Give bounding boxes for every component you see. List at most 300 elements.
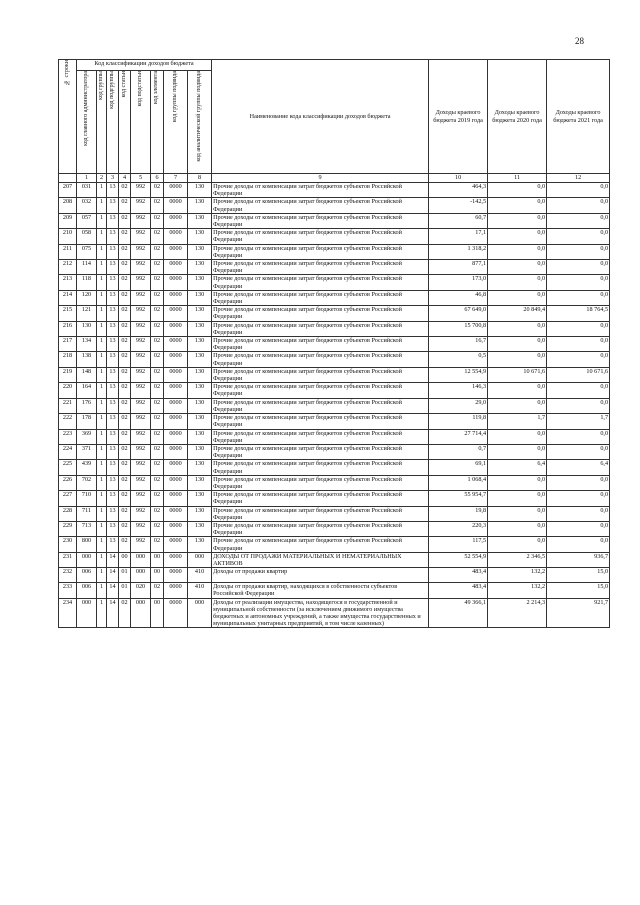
income-2021-cell: 15,0 xyxy=(547,568,610,583)
group-code-cell: 1 xyxy=(97,337,107,352)
income-2021-cell: 0,0 xyxy=(547,383,610,398)
table-row xyxy=(59,275,610,290)
income-name-cell: Прочие доходы от компенсации затрат бюджетов субъектов Российской Федерации xyxy=(212,460,429,475)
income-name-cell: Прочие доходы от компенсации затрат бюджетов субъектов Российской Федерации xyxy=(212,367,429,382)
row-number-cell: 221 xyxy=(59,398,77,413)
analytic-code-cell: 130 xyxy=(188,337,212,352)
income-name-cell: Прочие доходы от компенсации затрат бюджетов субъектов Российской Федерации xyxy=(212,290,429,305)
subtype-code-cell: 0000 xyxy=(164,568,188,583)
column-number: 11 xyxy=(488,174,547,183)
income-2021-cell: 936,7 xyxy=(547,552,610,567)
group-code-cell: 1 xyxy=(97,183,107,198)
element-code-cell: 02 xyxy=(151,383,164,398)
article-code-cell: 02 xyxy=(119,321,131,336)
analytic-code-cell: 130 xyxy=(188,521,212,536)
subgroup-code-cell: 13 xyxy=(107,429,119,444)
table-row xyxy=(59,198,610,213)
element-code-cell: 00 xyxy=(151,598,164,628)
code-admin-header: код главного администратора xyxy=(77,71,97,174)
subarticle-code-cell: 992 xyxy=(131,491,151,506)
subgroup-code-cell: 13 xyxy=(107,475,119,490)
income-name-cell: Прочие доходы от компенсации затрат бюджетов субъектов Российской Федерации xyxy=(212,306,429,321)
income-name-cell: Прочие доходы от компенсации затрат бюджетов субъектов Российской Федерации xyxy=(212,244,429,259)
table-row xyxy=(59,367,610,382)
subgroup-code-cell: 14 xyxy=(107,568,119,583)
table-row xyxy=(59,244,610,259)
group-code-cell: 1 xyxy=(97,414,107,429)
admin-code-cell: 118 xyxy=(77,275,97,290)
analytic-code-cell: 130 xyxy=(188,244,212,259)
subarticle-code-cell: 992 xyxy=(131,414,151,429)
subarticle-code-cell: 992 xyxy=(131,444,151,459)
analytic-code-cell: 130 xyxy=(188,398,212,413)
element-code-cell: 02 xyxy=(151,583,164,598)
income-2021-cell: 0,0 xyxy=(547,521,610,536)
article-code-cell: 01 xyxy=(119,568,131,583)
analytic-code-cell: 130 xyxy=(188,367,212,382)
group-code-cell: 1 xyxy=(97,229,107,244)
article-code-cell: 02 xyxy=(119,444,131,459)
income-2021-cell: 0,0 xyxy=(547,537,610,552)
income-2020-cell: 0,0 xyxy=(488,229,547,244)
income-2021-cell: 10 671,6 xyxy=(547,367,610,382)
admin-code-cell: 058 xyxy=(77,229,97,244)
element-code-cell: 02 xyxy=(151,337,164,352)
subarticle-code-cell: 992 xyxy=(131,537,151,552)
table-row xyxy=(59,290,610,305)
subtype-code-cell: 0000 xyxy=(164,290,188,305)
element-code-cell: 02 xyxy=(151,244,164,259)
income-2020-header: Доходы краевого бюджета 2020 года xyxy=(488,60,547,174)
income-2019-cell: 67 649,0 xyxy=(429,306,488,321)
analytic-code-cell: 130 xyxy=(188,229,212,244)
subtype-code-cell: 0000 xyxy=(164,275,188,290)
subgroup-code-cell: 13 xyxy=(107,521,119,536)
subtype-code-cell: 0000 xyxy=(164,537,188,552)
element-code-cell: 02 xyxy=(151,229,164,244)
element-code-cell: 02 xyxy=(151,460,164,475)
admin-code-cell: 710 xyxy=(77,491,97,506)
row-number-cell: 224 xyxy=(59,444,77,459)
subgroup-code-cell: 13 xyxy=(107,398,119,413)
table-row xyxy=(59,414,610,429)
income-name-cell: Доходы от реализации имущества, находящегося в государственной и муниципальной собственности (за исключением движимого имущества бюджетных и автономных учреждений, а также имущества государственных и муниципальных унитарных предприятий, в том числе казенных) xyxy=(212,598,429,628)
analytic-code-cell: 130 xyxy=(188,198,212,213)
income-2021-cell: 0,0 xyxy=(547,352,610,367)
element-code-cell: 02 xyxy=(151,444,164,459)
element-code-cell: 00 xyxy=(151,568,164,583)
article-code-cell: 02 xyxy=(119,260,131,275)
budget-income-table xyxy=(58,59,610,628)
table-row xyxy=(59,260,610,275)
income-2019-cell: 29,0 xyxy=(429,398,488,413)
code-subtype-group-header: код группы подвида xyxy=(164,71,188,174)
group-code-cell: 1 xyxy=(97,352,107,367)
subgroup-code-cell: 13 xyxy=(107,537,119,552)
income-2020-cell: 0,0 xyxy=(488,183,547,198)
analytic-code-cell: 130 xyxy=(188,475,212,490)
article-code-cell: 02 xyxy=(119,213,131,228)
column-number: 4 xyxy=(119,174,131,183)
subgroup-code-cell: 13 xyxy=(107,460,119,475)
subarticle-code-cell: 020 xyxy=(131,583,151,598)
income-2021-cell: 0,0 xyxy=(547,198,610,213)
analytic-code-cell: 130 xyxy=(188,260,212,275)
article-code-cell: 02 xyxy=(119,275,131,290)
table-row xyxy=(59,537,610,552)
income-name-cell: Прочие доходы от компенсации затрат бюджетов субъектов Российской Федерации xyxy=(212,398,429,413)
income-2020-cell: 20 849,4 xyxy=(488,306,547,321)
income-2020-cell: 0,0 xyxy=(488,337,547,352)
element-code-cell: 02 xyxy=(151,414,164,429)
subgroup-code-cell: 13 xyxy=(107,244,119,259)
income-2020-cell: 0,0 xyxy=(488,491,547,506)
table-row xyxy=(59,337,610,352)
column-number: 6 xyxy=(151,174,164,183)
income-2020-cell: 0,0 xyxy=(488,244,547,259)
income-2020-cell: 0,0 xyxy=(488,506,547,521)
income-2019-cell: 1 318,2 xyxy=(429,244,488,259)
subgroup-code-cell: 14 xyxy=(107,598,119,628)
subgroup-code-cell: 13 xyxy=(107,213,119,228)
admin-code-cell: 006 xyxy=(77,568,97,583)
article-code-cell: 02 xyxy=(119,337,131,352)
code-subarticle-header: код подстатьи xyxy=(131,71,151,174)
income-name-cell: Прочие доходы от компенсации затрат бюджетов субъектов Российской Федерации xyxy=(212,213,429,228)
analytic-code-cell: 130 xyxy=(188,183,212,198)
table-row xyxy=(59,460,610,475)
row-number-cell: 231 xyxy=(59,552,77,567)
subgroup-code-cell: 13 xyxy=(107,306,119,321)
row-number-cell: 230 xyxy=(59,537,77,552)
income-name-cell: Доходы от продажи квартир xyxy=(212,568,429,583)
element-code-cell: 02 xyxy=(151,198,164,213)
row-number-cell: 232 xyxy=(59,568,77,583)
income-name-cell: Прочие доходы от компенсации затрат бюджетов субъектов Российской Федерации xyxy=(212,275,429,290)
element-code-cell: 02 xyxy=(151,321,164,336)
table-row xyxy=(59,552,610,567)
analytic-code-cell: 130 xyxy=(188,275,212,290)
analytic-code-cell: 000 xyxy=(188,598,212,628)
subtype-code-cell: 0000 xyxy=(164,213,188,228)
income-2020-cell: 0,0 xyxy=(488,444,547,459)
income-2019-cell: 119,8 xyxy=(429,414,488,429)
element-code-cell: 02 xyxy=(151,213,164,228)
row-number-cell: 212 xyxy=(59,260,77,275)
article-code-cell: 02 xyxy=(119,183,131,198)
income-2021-cell: 0,0 xyxy=(547,213,610,228)
element-code-cell: 02 xyxy=(151,398,164,413)
subtype-code-cell: 0000 xyxy=(164,337,188,352)
income-name-cell: Прочие доходы от компенсации затрат бюджетов субъектов Российской Федерации xyxy=(212,352,429,367)
income-2019-cell: -142,5 xyxy=(429,198,488,213)
row-number-cell: 210 xyxy=(59,229,77,244)
income-name-cell: Прочие доходы от компенсации затрат бюджетов субъектов Российской Федерации xyxy=(212,414,429,429)
article-code-cell: 02 xyxy=(119,429,131,444)
income-name-cell: Прочие доходы от компенсации затрат бюджетов субъектов Российской Федерации xyxy=(212,183,429,198)
subgroup-code-cell: 13 xyxy=(107,198,119,213)
element-code-cell: 02 xyxy=(151,183,164,198)
admin-code-cell: 006 xyxy=(77,583,97,598)
income-name-cell: Прочие доходы от компенсации затрат бюджетов субъектов Российской Федерации xyxy=(212,383,429,398)
subarticle-code-cell: 992 xyxy=(131,460,151,475)
group-code-cell: 1 xyxy=(97,367,107,382)
admin-code-cell: 439 xyxy=(77,460,97,475)
element-code-cell: 02 xyxy=(151,521,164,536)
row-number-cell: 220 xyxy=(59,383,77,398)
subarticle-code-cell: 000 xyxy=(131,568,151,583)
article-code-cell: 00 xyxy=(119,552,131,567)
element-code-cell: 02 xyxy=(151,491,164,506)
subarticle-code-cell: 992 xyxy=(131,213,151,228)
group-code-cell: 1 xyxy=(97,306,107,321)
row-number-cell: 218 xyxy=(59,352,77,367)
group-code-cell: 1 xyxy=(97,537,107,552)
admin-code-cell: 711 xyxy=(77,506,97,521)
income-2021-cell: 0,0 xyxy=(547,491,610,506)
element-code-cell: 02 xyxy=(151,537,164,552)
income-name-cell: Прочие доходы от компенсации затрат бюджетов субъектов Российской Федерации xyxy=(212,444,429,459)
subgroup-code-cell: 13 xyxy=(107,275,119,290)
element-code-cell: 02 xyxy=(151,475,164,490)
analytic-code-cell: 130 xyxy=(188,352,212,367)
code-group-header: код группы xyxy=(97,71,107,174)
income-2021-cell: 0,0 xyxy=(547,260,610,275)
income-2021-cell: 0,0 xyxy=(547,290,610,305)
subtype-code-cell: 0000 xyxy=(164,260,188,275)
group-code-cell: 1 xyxy=(97,491,107,506)
subgroup-code-cell: 14 xyxy=(107,552,119,567)
income-2019-cell: 0,7 xyxy=(429,444,488,459)
income-2019-cell: 17,1 xyxy=(429,229,488,244)
subarticle-code-cell: 992 xyxy=(131,506,151,521)
group-code-cell: 1 xyxy=(97,568,107,583)
income-2020-cell: 0,0 xyxy=(488,321,547,336)
table-row xyxy=(59,321,610,336)
income-2021-cell: 0,0 xyxy=(547,275,610,290)
income-2019-cell: 483,4 xyxy=(429,583,488,598)
income-2020-cell: 0,0 xyxy=(488,352,547,367)
subtype-code-cell: 0000 xyxy=(164,506,188,521)
income-2021-cell: 0,0 xyxy=(547,506,610,521)
article-code-cell: 02 xyxy=(119,367,131,382)
income-2019-cell: 49 366,1 xyxy=(429,598,488,628)
article-code-cell: 02 xyxy=(119,414,131,429)
admin-code-cell: 702 xyxy=(77,475,97,490)
admin-code-cell: 075 xyxy=(77,244,97,259)
element-code-cell: 02 xyxy=(151,367,164,382)
group-code-cell: 1 xyxy=(97,321,107,336)
admin-code-cell: 371 xyxy=(77,444,97,459)
subtype-code-cell: 0000 xyxy=(164,552,188,567)
subtype-code-cell: 0000 xyxy=(164,491,188,506)
row-number-cell: 234 xyxy=(59,598,77,628)
income-2020-cell: 0,0 xyxy=(488,475,547,490)
income-2021-cell: 921,7 xyxy=(547,598,610,628)
subtype-code-cell: 0000 xyxy=(164,352,188,367)
admin-code-cell: 130 xyxy=(77,321,97,336)
table-row xyxy=(59,521,610,536)
column-number: 7 xyxy=(164,174,188,183)
income-2019-cell: 46,8 xyxy=(429,290,488,305)
income-2021-cell: 15,0 xyxy=(547,583,610,598)
admin-code-cell: 176 xyxy=(77,398,97,413)
income-2019-cell: 55 954,7 xyxy=(429,491,488,506)
subtype-code-cell: 0000 xyxy=(164,306,188,321)
income-2020-cell: 1,7 xyxy=(488,414,547,429)
admin-code-cell: 000 xyxy=(77,552,97,567)
group-code-cell: 1 xyxy=(97,398,107,413)
subgroup-code-cell: 13 xyxy=(107,491,119,506)
article-code-cell: 02 xyxy=(119,306,131,321)
income-2020-cell: 10 671,6 xyxy=(488,367,547,382)
subarticle-code-cell: 992 xyxy=(131,429,151,444)
subgroup-code-cell: 13 xyxy=(107,506,119,521)
admin-code-cell: 057 xyxy=(77,213,97,228)
row-number-cell: 217 xyxy=(59,337,77,352)
subtype-code-cell: 0000 xyxy=(164,367,188,382)
income-name-cell: Прочие доходы от компенсации затрат бюджетов субъектов Российской Федерации xyxy=(212,537,429,552)
row-number-cell: 233 xyxy=(59,583,77,598)
column-number: 2 xyxy=(97,174,107,183)
analytic-code-cell: 130 xyxy=(188,321,212,336)
article-code-cell: 02 xyxy=(119,290,131,305)
table-row xyxy=(59,306,610,321)
income-name-cell: Доходы от продажи квартир, находящихся в собственности субъектов Российской Федерации xyxy=(212,583,429,598)
group-code-cell: 1 xyxy=(97,460,107,475)
analytic-code-cell: 130 xyxy=(188,213,212,228)
subarticle-code-cell: 992 xyxy=(131,229,151,244)
income-2021-cell: 6,4 xyxy=(547,460,610,475)
row-number-cell: 226 xyxy=(59,475,77,490)
subgroup-code-cell: 13 xyxy=(107,444,119,459)
income-2021-cell: 1,7 xyxy=(547,414,610,429)
analytic-code-cell: 130 xyxy=(188,290,212,305)
admin-code-cell: 148 xyxy=(77,367,97,382)
income-name-cell: Прочие доходы от компенсации затрат бюджетов субъектов Российской Федерации xyxy=(212,198,429,213)
income-2021-header: Доходы краевого бюджета 2021 года xyxy=(547,60,610,174)
admin-code-cell: 178 xyxy=(77,414,97,429)
income-2020-cell: 2 346,5 xyxy=(488,552,547,567)
income-2019-cell: 220,3 xyxy=(429,521,488,536)
table-row xyxy=(59,568,610,583)
article-code-cell: 02 xyxy=(119,506,131,521)
article-code-cell: 02 xyxy=(119,537,131,552)
income-2021-cell: 0,0 xyxy=(547,475,610,490)
income-2021-cell: 18 764,5 xyxy=(547,306,610,321)
income-2020-cell: 0,0 xyxy=(488,521,547,536)
element-code-cell: 02 xyxy=(151,306,164,321)
income-2019-cell: 464,3 xyxy=(429,183,488,198)
income-2019-cell: 27 714,4 xyxy=(429,429,488,444)
income-2019-cell: 69,1 xyxy=(429,460,488,475)
subarticle-code-cell: 992 xyxy=(131,367,151,382)
group-code-cell: 1 xyxy=(97,429,107,444)
subtype-code-cell: 0000 xyxy=(164,460,188,475)
group-code-cell: 1 xyxy=(97,213,107,228)
row-number-cell: 215 xyxy=(59,306,77,321)
row-number-header: № строки xyxy=(59,60,77,174)
table-row xyxy=(59,491,610,506)
table-row xyxy=(59,383,610,398)
subgroup-code-cell: 13 xyxy=(107,383,119,398)
analytic-code-cell: 130 xyxy=(188,414,212,429)
subarticle-code-cell: 992 xyxy=(131,198,151,213)
article-code-cell: 02 xyxy=(119,460,131,475)
income-2020-cell: 0,0 xyxy=(488,213,547,228)
article-code-cell: 02 xyxy=(119,229,131,244)
income-2019-cell: 60,7 xyxy=(429,213,488,228)
income-name-cell: Прочие доходы от компенсации затрат бюджетов субъектов Российской Федерации xyxy=(212,521,429,536)
admin-code-cell: 121 xyxy=(77,306,97,321)
analytic-code-cell: 410 xyxy=(188,583,212,598)
row-number-cell: 213 xyxy=(59,275,77,290)
group-code-cell: 1 xyxy=(97,260,107,275)
subarticle-code-cell: 992 xyxy=(131,383,151,398)
income-2019-header: Доходы краевого бюджета 2019 года xyxy=(429,60,488,174)
subarticle-code-cell: 000 xyxy=(131,552,151,567)
income-2020-cell: 0,0 xyxy=(488,383,547,398)
name-header: Наименование кода классификации доходов бюджета xyxy=(212,60,429,174)
column-number-blank xyxy=(59,174,77,183)
income-2020-cell: 0,0 xyxy=(488,198,547,213)
element-code-cell: 02 xyxy=(151,352,164,367)
income-2020-cell: 132,2 xyxy=(488,568,547,583)
subtype-code-cell: 0000 xyxy=(164,414,188,429)
admin-code-cell: 032 xyxy=(77,198,97,213)
subarticle-code-cell: 992 xyxy=(131,352,151,367)
income-2019-cell: 15 700,8 xyxy=(429,321,488,336)
income-2020-cell: 0,0 xyxy=(488,275,547,290)
admin-code-cell: 164 xyxy=(77,383,97,398)
column-number: 12 xyxy=(547,174,610,183)
table-body xyxy=(59,183,610,628)
analytic-code-cell: 410 xyxy=(188,568,212,583)
subgroup-code-cell: 13 xyxy=(107,290,119,305)
income-2019-cell: 173,0 xyxy=(429,275,488,290)
income-name-cell: Прочие доходы от компенсации затрат бюджетов субъектов Российской Федерации xyxy=(212,229,429,244)
income-2020-cell: 0,0 xyxy=(488,290,547,305)
subarticle-code-cell: 992 xyxy=(131,275,151,290)
income-2021-cell: 0,0 xyxy=(547,398,610,413)
subarticle-code-cell: 992 xyxy=(131,521,151,536)
group-code-cell: 1 xyxy=(97,475,107,490)
row-number-cell: 223 xyxy=(59,429,77,444)
income-2021-cell: 0,0 xyxy=(547,337,610,352)
subtype-code-cell: 0000 xyxy=(164,598,188,628)
income-name-cell: Прочие доходы от компенсации затрат бюджетов субъектов Российской Федерации xyxy=(212,491,429,506)
code-element-header: код элемента xyxy=(151,71,164,174)
admin-code-cell: 800 xyxy=(77,537,97,552)
subarticle-code-cell: 992 xyxy=(131,260,151,275)
group-code-cell: 1 xyxy=(97,552,107,567)
income-2021-cell: 0,0 xyxy=(547,229,610,244)
income-2019-cell: 483,4 xyxy=(429,568,488,583)
subgroup-code-cell: 13 xyxy=(107,321,119,336)
subtype-code-cell: 0000 xyxy=(164,198,188,213)
subtype-code-cell: 0000 xyxy=(164,321,188,336)
table-row xyxy=(59,444,610,459)
income-2020-cell: 2 214,3 xyxy=(488,598,547,628)
subarticle-code-cell: 992 xyxy=(131,290,151,305)
group-code-cell: 1 xyxy=(97,521,107,536)
income-2020-cell: 132,2 xyxy=(488,583,547,598)
element-code-cell: 02 xyxy=(151,290,164,305)
admin-code-cell: 031 xyxy=(77,183,97,198)
article-code-cell: 02 xyxy=(119,521,131,536)
group-code-cell: 1 xyxy=(97,444,107,459)
subgroup-code-cell: 13 xyxy=(107,183,119,198)
